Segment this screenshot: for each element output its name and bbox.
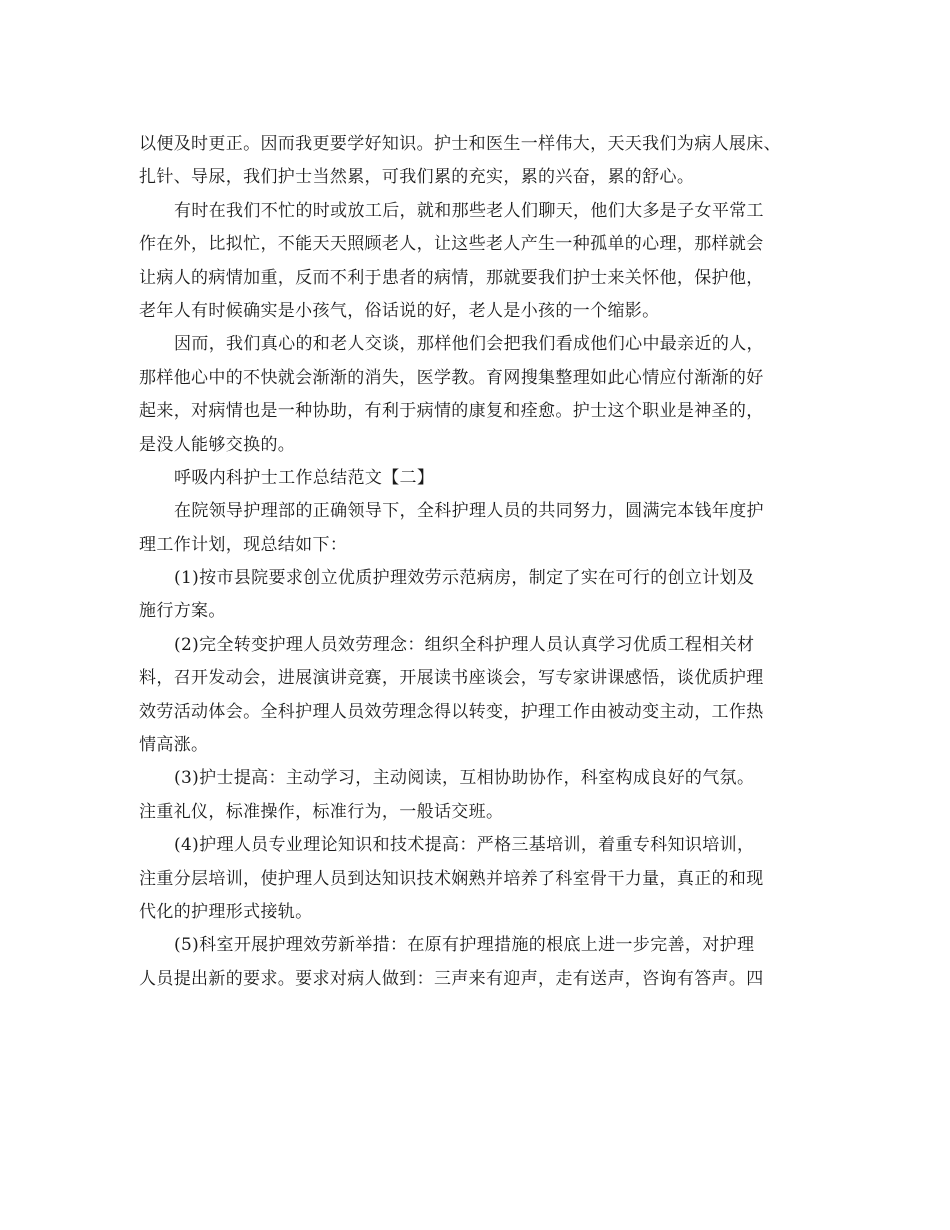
text-line: 代化的护理形式接轨。 <box>139 901 313 922</box>
list-item-line: (4)护理人员专业理论知识和技术提高：严格三基培训，着重专科知识培训， <box>174 835 755 856</box>
text-line: 效劳活动体会。全科护理人员效劳理念得以转变，护理工作由被动变主动，工作热 <box>139 701 764 722</box>
text-line: 理工作计划，现总结如下： <box>139 534 348 555</box>
text-line: 情高涨。 <box>139 735 209 756</box>
text-line: 起来，对病情也是一种协助，有利于病情的康复和痊愈。护士这个职业是神圣的， <box>139 401 764 422</box>
text-line: 料，召开发动会，进展演讲竞赛，开展读书座谈会，写专家讲课感悟，谈优质护理 <box>139 668 764 689</box>
text-line: 施行方案。 <box>139 601 226 622</box>
text-line: 人员提出新的要求。要求对病人做到：三声来有迎声，走有送声，咨询有答声。四 <box>139 968 764 989</box>
text-line: 让病人的病情加重，反而不利于患者的病情，那就要我们护士来关怀他，保护他， <box>139 267 764 288</box>
text-line: 有时在我们不忙的时或放工后，就和那些老人们聊天，他们大多是子女平常工 <box>174 200 764 221</box>
text-line: 注重礼仪，标准操作，标准行为，一般话交班。 <box>139 801 504 822</box>
list-item-line: (3)护士提高：主动学习，主动阅读，互相协助协作，科室构成良好的气氛。 <box>174 768 755 789</box>
text-line: 作在外，比拟忙，不能天天照顾老人，让这些老人产生一种孤单的心理，那样就会 <box>139 234 764 255</box>
text-line: 在院领导护理部的正确领导下，全科护理人员的共同努力，圆满完本钱年度护 <box>174 501 764 522</box>
list-item-line: (2)完全转变护理人员效劳理念：组织全科护理人员认真学习优质工程相关材 <box>174 634 755 655</box>
text-line: 那样他心中的不快就会渐渐的消失，医学教。育网搜集整理如此心情应付渐渐的好 <box>139 367 764 388</box>
text-line: 以便及时更正。因而我更要学好知识。护士和医生一样伟大，天天我们为病人展床、 <box>139 134 781 154</box>
list-item-line: (1)按市县院要求创立优质护理效劳示范病房，制定了实在可行的创立计划及 <box>174 568 755 589</box>
text-line: 因而，我们真心的和老人交谈，那样他们会把我们看成他们心中最亲近的人， <box>174 334 764 355</box>
text-line: 扎针、导尿，我们护士当然累，可我们累的充实，累的兴奋，累的舒心。 <box>139 167 695 188</box>
list-item-line: (5)科室开展护理效劳新举措：在原有护理措施的根底上进一步完善，对护理 <box>174 935 755 956</box>
text-line: 是没人能够交换的。 <box>139 434 296 455</box>
text-line: 老年人有时候确实是小孩气，俗话说的好，老人是小孩的一个缩影。 <box>139 300 660 321</box>
text-line: 注重分层培训，使护理人员到达知识技术娴熟并培养了科室骨干力量，真正的和现 <box>139 868 764 889</box>
section-heading: 呼吸内科护士工作总结范文【二】 <box>174 467 435 488</box>
document-body <box>139 128 819 996</box>
